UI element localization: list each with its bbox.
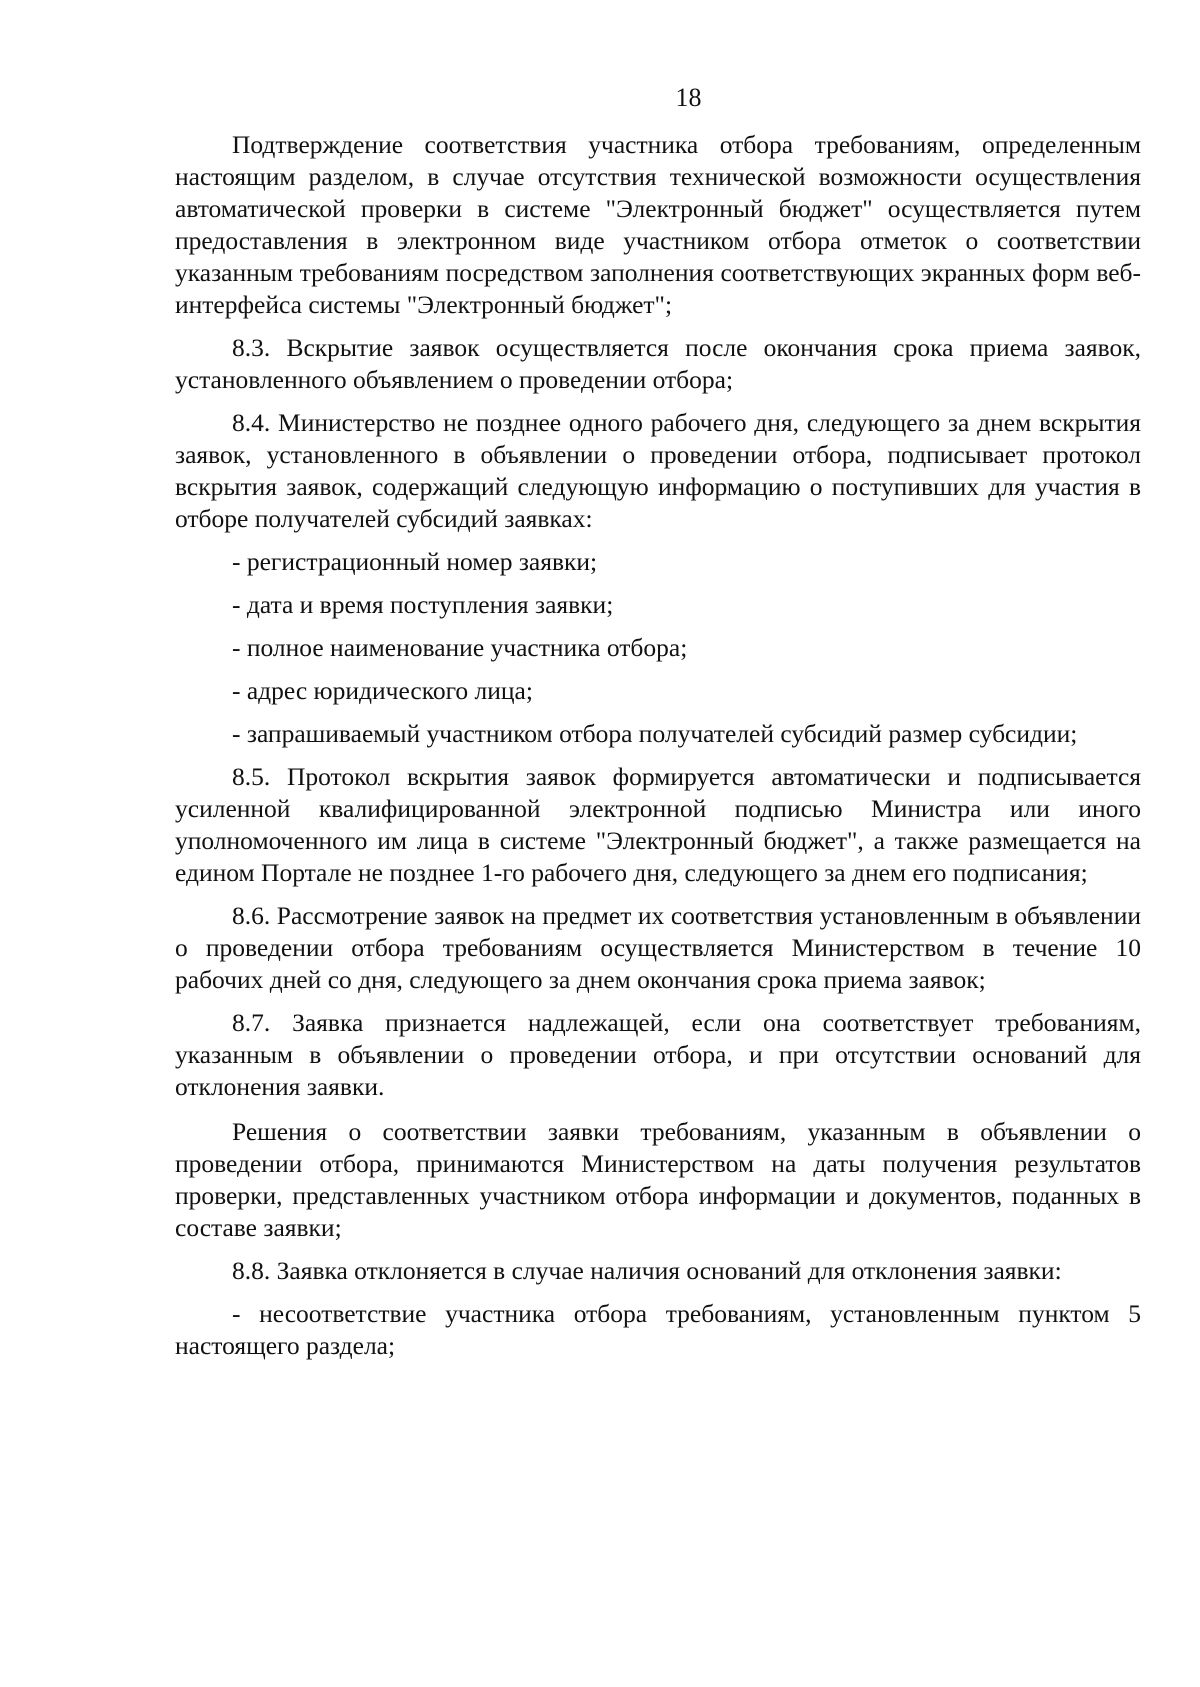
- document-body: [175, 129, 1141, 1362]
- list-item-legal-address: - адрес юридического лица;: [232, 676, 533, 705]
- paragraph-8-3: 8.3. Вскрытие заявок осуществляется после окончания срока приема заявок, установленного объявлением о проведении отбора;: [175, 333, 1141, 394]
- paragraph-8-6: 8.6. Рассмотрение заявок на предмет их соответствия установленным в объявлении о проведении отбора требованиям осуществляется Министерством в течение 10 рабочих дней со дня, следующего за днем окончания срока приема заявок;: [175, 901, 1141, 994]
- paragraph-8-8: 8.8. Заявка отклоняется в случае наличия оснований для отклонения заявки:: [232, 1256, 1062, 1285]
- page-number: 18: [675, 83, 702, 112]
- paragraph-8-7: 8.7. Заявка признается надлежащей, если она соответствует требованиям, указанным в объявлении о проведении отбора, и при отсутствии оснований для отклонения заявки.: [175, 1008, 1141, 1101]
- paragraph-decisions: Решения о соответствии заявки требованиям, указанным в объявлении о проведении отбора, принимаются Министерством на даты получения результатов проверки, представленных участником отбора информации и документов, поданных в составе заявки;: [175, 1117, 1141, 1242]
- list-item-subsidy-amount: - запрашиваемый участником отбора получателей субсидий размер субсидии;: [232, 719, 1078, 748]
- paragraph-8-5: 8.5. Протокол вскрытия заявок формируется автоматически и подписывается усиленной квалифицированной электронной подписью Министра или иного уполномоченного им лица в системе "Электронный бюджет", а также размещается на едином Портале не позднее 1-го рабочего дня, следующего за днем его подписания;: [175, 762, 1141, 887]
- paragraph-confirmation: Подтверждение соответствия участника отбора требованиям, определенным настоящим разделом, в случае отсутствия технической возможности осуществления автоматической проверки в системе "Электронный бюджет" осуществляется путем предоставления в электронном виде участником отбора отметок о соответствии указанным требованиям посредством заполнения соответствующих экранных форм веб-интерфейса системы "Электронный бюджет";: [175, 130, 1141, 319]
- list-item-registration-number: - регистрационный номер заявки;: [232, 547, 598, 576]
- list-item-full-name: - полное наименование участника отбора;: [232, 633, 688, 662]
- list-item-date-time: - дата и время поступления заявки;: [232, 590, 614, 619]
- paragraph-8-4: 8.4. Министерство не позднее одного рабочего дня, следующего за днем вскрытия заявок, установленного в объявлении о проведении отбора, подписывает протокол вскрытия заявок, содержащий следующую информацию о поступивших для участия в отборе получателей субсидий заявках:: [175, 408, 1141, 533]
- list-item-noncompliance: - несоответствие участника отбора требованиям, установленным пунктом 5 настоящего раздела;: [175, 1299, 1141, 1360]
